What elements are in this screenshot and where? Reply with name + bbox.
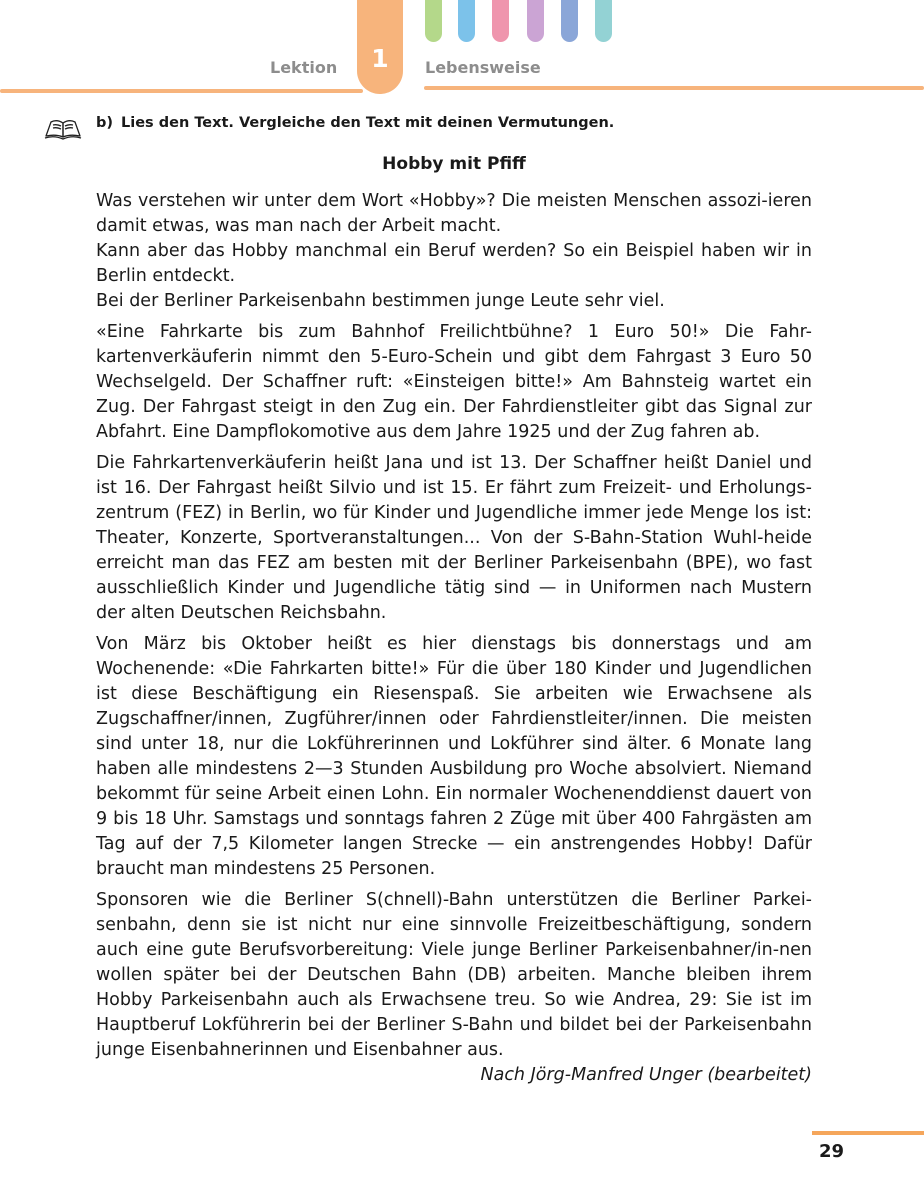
footer-rule [812,1131,924,1135]
green-tab [425,0,442,42]
lesson-tab [357,0,403,94]
open-book-icon [44,114,82,140]
task-text: Lies den Text. Vergleiche den Text mit deinen Vermutungen. [121,115,615,131]
header-rule-left [0,89,363,93]
paragraph: Bei der Berliner Parkeisenbahn bestimmen junge Leute sehr viel. [96,291,665,311]
task-letter: b) [96,115,114,131]
paragraph: Von März bis Oktober heißt es hier dienstags bis donnerstags und am Wochenende: «Die Fahrkarten bitte!» Für die über 180 Kinder und Jugendlichen ist diese Beschäftigung ein Riesenspaß. Sie arbeiten wie Erwachsene als Zugschaffner/innen, Zugführer/innen oder Fahrdienstleiter/innen. Die meisten sind unter 18, nur die Lokführerinnen und Lokführer sind älter. 6 Monate lang haben alle mindestens 2—3 Stunden Ausbildung pro Woche absolviert. Niemand bekommt für seine Arbeit einen Lohn. Ein normaler Wochenenddienst dauert von 9 bis 18 Uhr. Samstags und sonntags fahren 2 Züge mit über 400 Fahrgästen am Tag auf der 7,5 Kilometer langen Strecke — ein anstrengendes Hobby! Dafür braucht man mindestens 25 Personen. [96,634,812,879]
paragraph: Die Fahrkartenverkäuferin heißt Jana und ist 13. Der Schaffner heißt Daniel und ist 16. Der Fahrgast heißt Silvio und ist 15. Er fährt zum Freizeit- und Erholungs-zentrum (FEZ) in Berlin, wo für Kinder und Jugendliche immer jede Menge los ist: Theater, Konzerte, Sportveranstaltungen... Von der S-Bahn-Station Wuhl-heide erreicht man das FEZ am besten mit der Berliner Parkeisenbahn (BPE), wo fast ausschließlich Kinder und Jugendliche tätig sind — in Uniformen nach Mustern der alten Deutschen Reichsbahn. [96,453,812,623]
purple-tab [527,0,544,42]
lektion-label: Lektion [270,58,338,77]
page-number: 29 [818,1141,844,1162]
paragraph: «Eine Fahrkarte bis zum Bahnhof Freilichtbühne? 1 Euro 50!» Die Fahr-kartenverkäuferin nimmt den 5-Euro-Schein und gibt dem Fahrgast 3 Euro 50 Wechselgeld. Der Schaffner ruft: «Einsteigen bitte!» Am Bahnsteig wartet ein Zug. Der Fahrgast steigt in den Zug ein. Der Fahrdienstleiter gibt das Signal zur Abfahrt. Eine Dampflokomotive aus dem Jahre 1925 und der Zug fahren ab. [96,322,812,442]
indigo-tab [561,0,578,42]
article-body [96,189,812,1088]
paragraph: Was verstehen wir unter dem Wort «Hobby»? Die meisten Menschen assozi-ieren damit etwas, was man nach der Arbeit macht. [96,191,812,236]
paragraph: Kann aber das Hobby manchmal ein Beruf werden? So ein Beispiel haben wir in Berlin entdeckt. [96,241,812,286]
blue-tab [458,0,475,42]
color-tabs [0,0,924,50]
topic-label: Lebensweise [425,58,541,77]
header-rule-right [424,86,924,90]
source-citation: Nach Jörg-Manfred Unger (bearbeitet) [480,1065,812,1085]
paragraph: Sponsoren wie die Berliner S(chnell)-Bahn unterstützen die Berliner Parkei-senbahn, denn sie ist nicht nur eine sinnvolle Freizeitbeschäftigung, sondern auch eine gute Berufsvorbereitung: Viele junge Berliner Parkeisenbahner/in-nen wollen später bei der Deutschen Bahn (DB) arbeiten. Manche bleiben ihrem Hobby Parkeisenbahn auch als Erwachsene treu. So wie Andrea, 29: Sie ist im Hauptberuf Lokführerin bei der Berliner S-Bahn und bildet bei der Parkeisenbahn junge Eisenbahnerinnen und Eisenbahner aus. [96,890,812,1060]
article-title: Hobby mit Pfiff [382,154,526,174]
task-instruction [96,115,614,131]
lesson-number: 1 [371,44,389,73]
teal-tab [595,0,612,42]
pink-tab [492,0,509,42]
